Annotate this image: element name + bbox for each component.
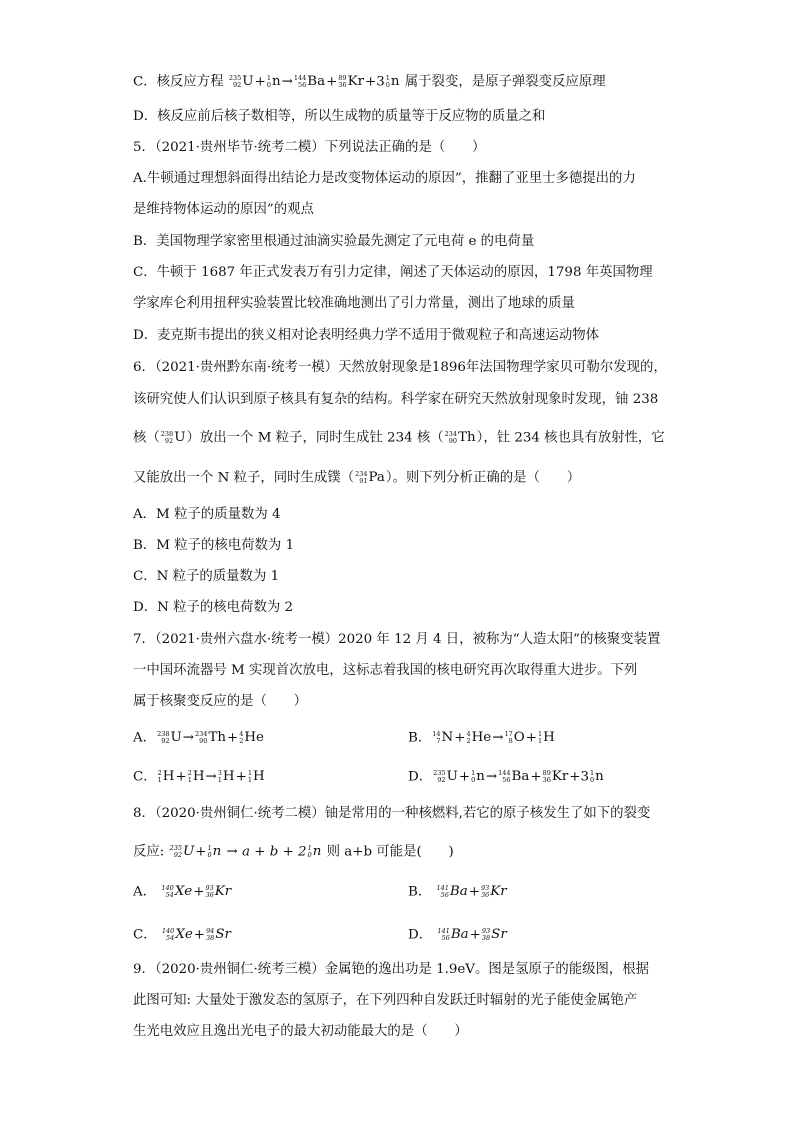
q7-stem-line3: 属于核聚变反应的是（ ） — [133, 694, 308, 709]
q6-option-d: D．N 粒子的核电荷数为 2 — [133, 600, 294, 615]
nuclide-u235: 235 92 U — [228, 74, 254, 89]
q7-stem-line1: 7．（2021·贵州六盘水·统考一模）2020 年 12 月 4 日，被称为“人造太阳”的核聚变装置 — [133, 632, 661, 647]
q4-option-d: D．核反应前后核子数相等，所以生成物的质量等于反应物的质量之和 — [133, 109, 546, 124]
q8-stem-line2: 反应: 235 92 U + 1 0 n → a + b + 2 1 0 n 则 a+b 可能是( ) — [133, 844, 454, 860]
q7-option-c: C． 2 1 H + 2 1 H → 3 1 H + 1 1 H — [133, 769, 265, 785]
q5-option-a-line2: 是维持物体运动的原因”的观点 — [133, 202, 314, 217]
q7-option-d: D． 235 92 U + 1 0 n → 144 56 Ba + 89 36 Kr +3 1 0 n — [408, 769, 604, 785]
q6-stem-line2: 该研究使人们认识到原子核具有复杂的结构。科学家在研究天然放射现象时发现，铀 238 — [133, 392, 659, 407]
q5-stem: 5．（2021·贵州毕节·统考二模）下列说法正确的是（ ） — [133, 140, 486, 155]
q8-stem-line1: 8．（2020·贵州铜仁·统考二模）铀是常用的一种核燃料,若它的原子核发生了如下的裂变 — [133, 806, 651, 821]
nuclide-th234: 234 90 Th — [444, 430, 476, 445]
q6-stem-line4: 又能放出一个 N 粒子，同时生成镤（ 234 91 Pa ）。则下列分析正确的是（ ） — [133, 468, 580, 489]
q6-stem-line3: 核（ 238 92 U ）放出一个 M 粒子，同时生成钍 234 核（ 234 90 Th ），钍 234 核也具有放射性，它 — [133, 428, 665, 449]
q8-option-a: A． 140 54 Xe + 93 36 Kr — [133, 884, 232, 900]
q8-option-c: C． 140 54 Xe + 94 38 Sr — [133, 927, 231, 943]
q6-option-b: B．M 粒子的核电荷数为 1 — [133, 538, 295, 553]
q9-stem-line3: 生光电效应且逸出光电子的最大初动能最大的是（ ） — [133, 1024, 468, 1039]
q9-stem-line1: 9．（2020·贵州铜仁·统考三模）金属铯的逸出功是 1.9eV。图是氢原子的能级图，根据 — [133, 962, 650, 977]
q9-stem-line2: 此图可知: 大量处于激发态的氢原子，在下列四种自发跃迁时辐射的光子能使金属铯产 — [133, 993, 638, 1008]
q6-stem-line1: 6．（2021·贵州黔东南·统考一模）天然放射现象是1896年法国物理学家贝可勒尔发现的， — [133, 360, 667, 375]
q5-option-a-line1: A.牛顿通过理想斜面得出结论力是改变物体运动的原因”，推翻了亚里士多德提出的力 — [133, 171, 636, 186]
q6-option-c: C．N 粒子的质量数为 1 — [133, 569, 280, 584]
q8-option-d: D． 141 56 Ba + 93 38 Sr — [408, 927, 507, 943]
q6-option-a: A．M 粒子的质量数为 4 — [133, 507, 281, 522]
q5-option-c-line1: C．牛顿于 1687 年正式发表万有引力定律，阐述了天体运动的原因，1798 年英国物理 — [133, 265, 653, 280]
q5-option-c-line2: 学家库仑利用扭秤实验装置比较准确地测出了引力常量，测出了地球的质量 — [133, 296, 575, 311]
q5-option-d: D．麦克斯韦提出的狭义相对论表明经典力学不适用于微观粒子和高速运动物体 — [133, 328, 600, 343]
nuclide-u238: 238 92 U — [160, 430, 186, 445]
q5-option-b: B．美国物理学家密里根通过油滴实验最先测定了元电荷 e 的电荷量 — [133, 234, 535, 249]
q7-stem-line2: 一中国环流器号 M 实现首次放电，这标志着我国的核电研究再次取得重大进步。下列 — [133, 663, 638, 678]
nuclide-kr89: 89 36 Kr — [338, 74, 364, 89]
q4-option-c: C．核反应方程 235 92 U + 1 0 n → 144 56 Ba + 89 36 Kr +3 1 0 n 属于裂变，是原子弹裂变反应原理 — [133, 72, 606, 93]
nuclide-n: 1 0 n — [266, 74, 281, 89]
q8-option-b: B． 141 56 Ba + 93 36 Kr — [408, 884, 507, 900]
nuclide-ba144: 144 56 Ba — [293, 74, 326, 89]
q7-option-a: A． 238 92 U → 234 90 Th + 4 2 He — [133, 730, 264, 746]
q7-option-b: B． 14 7 N + 4 2 He → 17 8 O + 1 1 H — [408, 730, 555, 746]
nuclide-pa234: 234 91 Pa — [355, 470, 385, 485]
nuclide-n: 1 0 n — [385, 74, 400, 89]
